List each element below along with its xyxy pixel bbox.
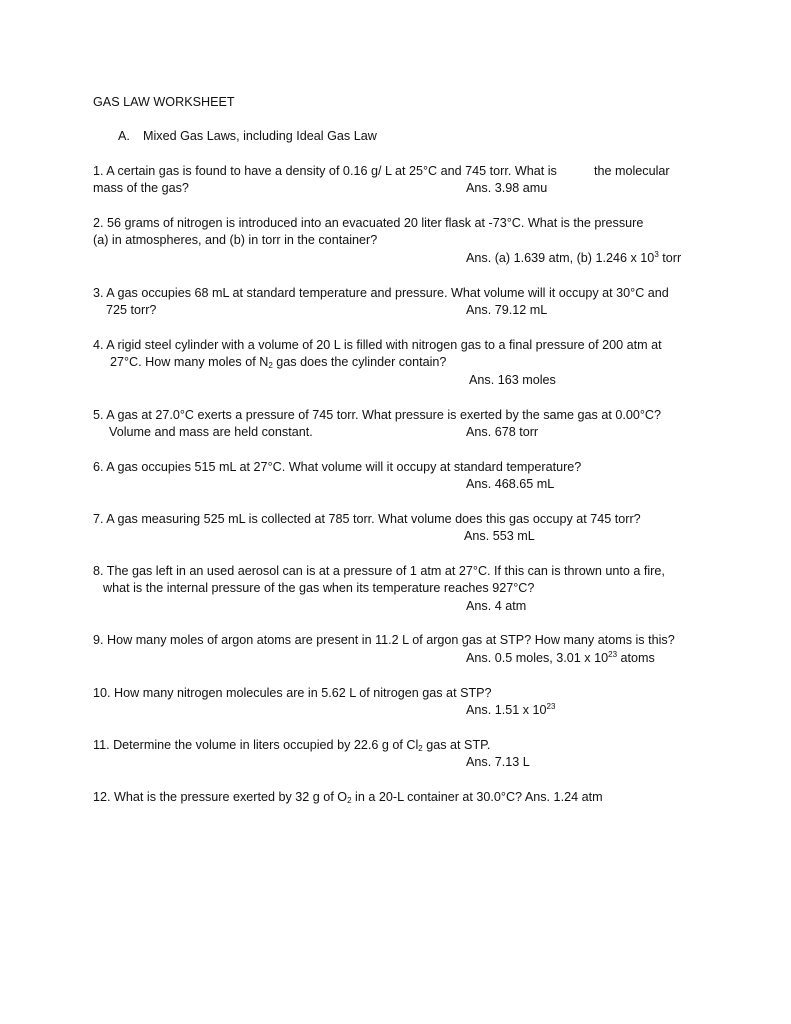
- question-2-line-2: (a) in atmospheres, and (b) in torr in the container?: [93, 233, 378, 247]
- answer-3: Ans. 79.12 mL: [466, 303, 548, 317]
- answer-6: Ans. 468.65 mL: [466, 477, 555, 491]
- answer-10: Ans. 1.51 x $10^{23}$: [466, 702, 556, 717]
- answer-11: Ans. 7.13 L: [466, 755, 530, 769]
- question-5-line-1: 5. A gas at 27.0°C exerts a pressure of 745 torr. What pressure is exerted by the same gas at 0.00°C?: [93, 408, 661, 422]
- question-6-line-1: 6. A gas occupies 515 mL at 27°C. What volume will it occupy at standard temperature?: [93, 460, 582, 474]
- question-4-line-2: 27°C. How many moles of $N_2$ gas does the cylinder contain?: [110, 355, 447, 370]
- answer-4: Ans. 163 moles: [469, 373, 556, 387]
- answer-9: Ans. 0.5 moles, 3.01 x $10^{23}$ atoms: [466, 650, 655, 665]
- question-11-line-1: 11. Determine the volume in liters occupied by 22.6 g of $Cl_2$ gas at STP.: [93, 738, 491, 753]
- answer-7: Ans. 553 mL: [464, 529, 535, 543]
- question-8-line-1: 8. The gas left in an used aerosol can is at a pressure of 1 atm at 27°C. If this can is thrown unto a fire,: [93, 564, 665, 578]
- question-3-line-1: 3. A gas occupies 68 mL at standard temperature and pressure. What volume will it occupy at 30°C and: [93, 286, 669, 300]
- question-1-line-1-tail: the molecular: [594, 164, 670, 178]
- question-12-line-1: 12. What is the pressure exerted by 32 g of $O_2$ in a 20-L container at 30.0°C? Ans. 1.24 atm: [93, 790, 603, 805]
- question-2-line-1: 2. 56 grams of nitrogen is introduced into an evacuated 20 liter flask at -73°C. What is the pressure: [93, 216, 644, 230]
- answer-1: Ans. 3.98 amu: [466, 181, 548, 195]
- answer-5: Ans. 678 torr: [466, 425, 539, 439]
- answer-2: Ans. (a) 1.639 atm, (b) 1.246 x $10^3$ torr: [466, 250, 682, 265]
- question-1-line-2: mass of the gas?: [93, 181, 189, 195]
- question-3-line-2: 725 torr?: [106, 303, 157, 317]
- question-5-line-2: Volume and mass are held constant.: [109, 425, 313, 439]
- question-1-line-1: 1. A certain gas is found to have a density of 0.16 g/ L at 25°C and 745 torr. What is: [93, 164, 557, 178]
- section-heading: Mixed Gas Laws, including Ideal Gas Law: [143, 129, 377, 143]
- question-8-line-2: what is the internal pressure of the gas when its temperature reaches 927°C?: [103, 581, 535, 595]
- question-10-line-1: 10. How many nitrogen molecules are in 5.62 L of nitrogen gas at STP?: [93, 686, 492, 700]
- section-letter: A.: [118, 129, 130, 143]
- answer-8: Ans. 4 atm: [466, 599, 527, 613]
- question-7-line-1: 7. A gas measuring 525 mL is collected at 785 torr. What volume does this gas occupy at 745 torr?: [93, 512, 641, 526]
- question-4-line-1: 4. A rigid steel cylinder with a volume of 20 L is filled with nitrogen gas to a final pressure of 200 atm at: [93, 338, 662, 352]
- worksheet-title: GAS LAW WORKSHEET: [93, 95, 235, 109]
- question-9-line-1: 9. How many moles of argon atoms are present in 11.2 L of argon gas at STP? How many atoms is this?: [93, 633, 675, 647]
